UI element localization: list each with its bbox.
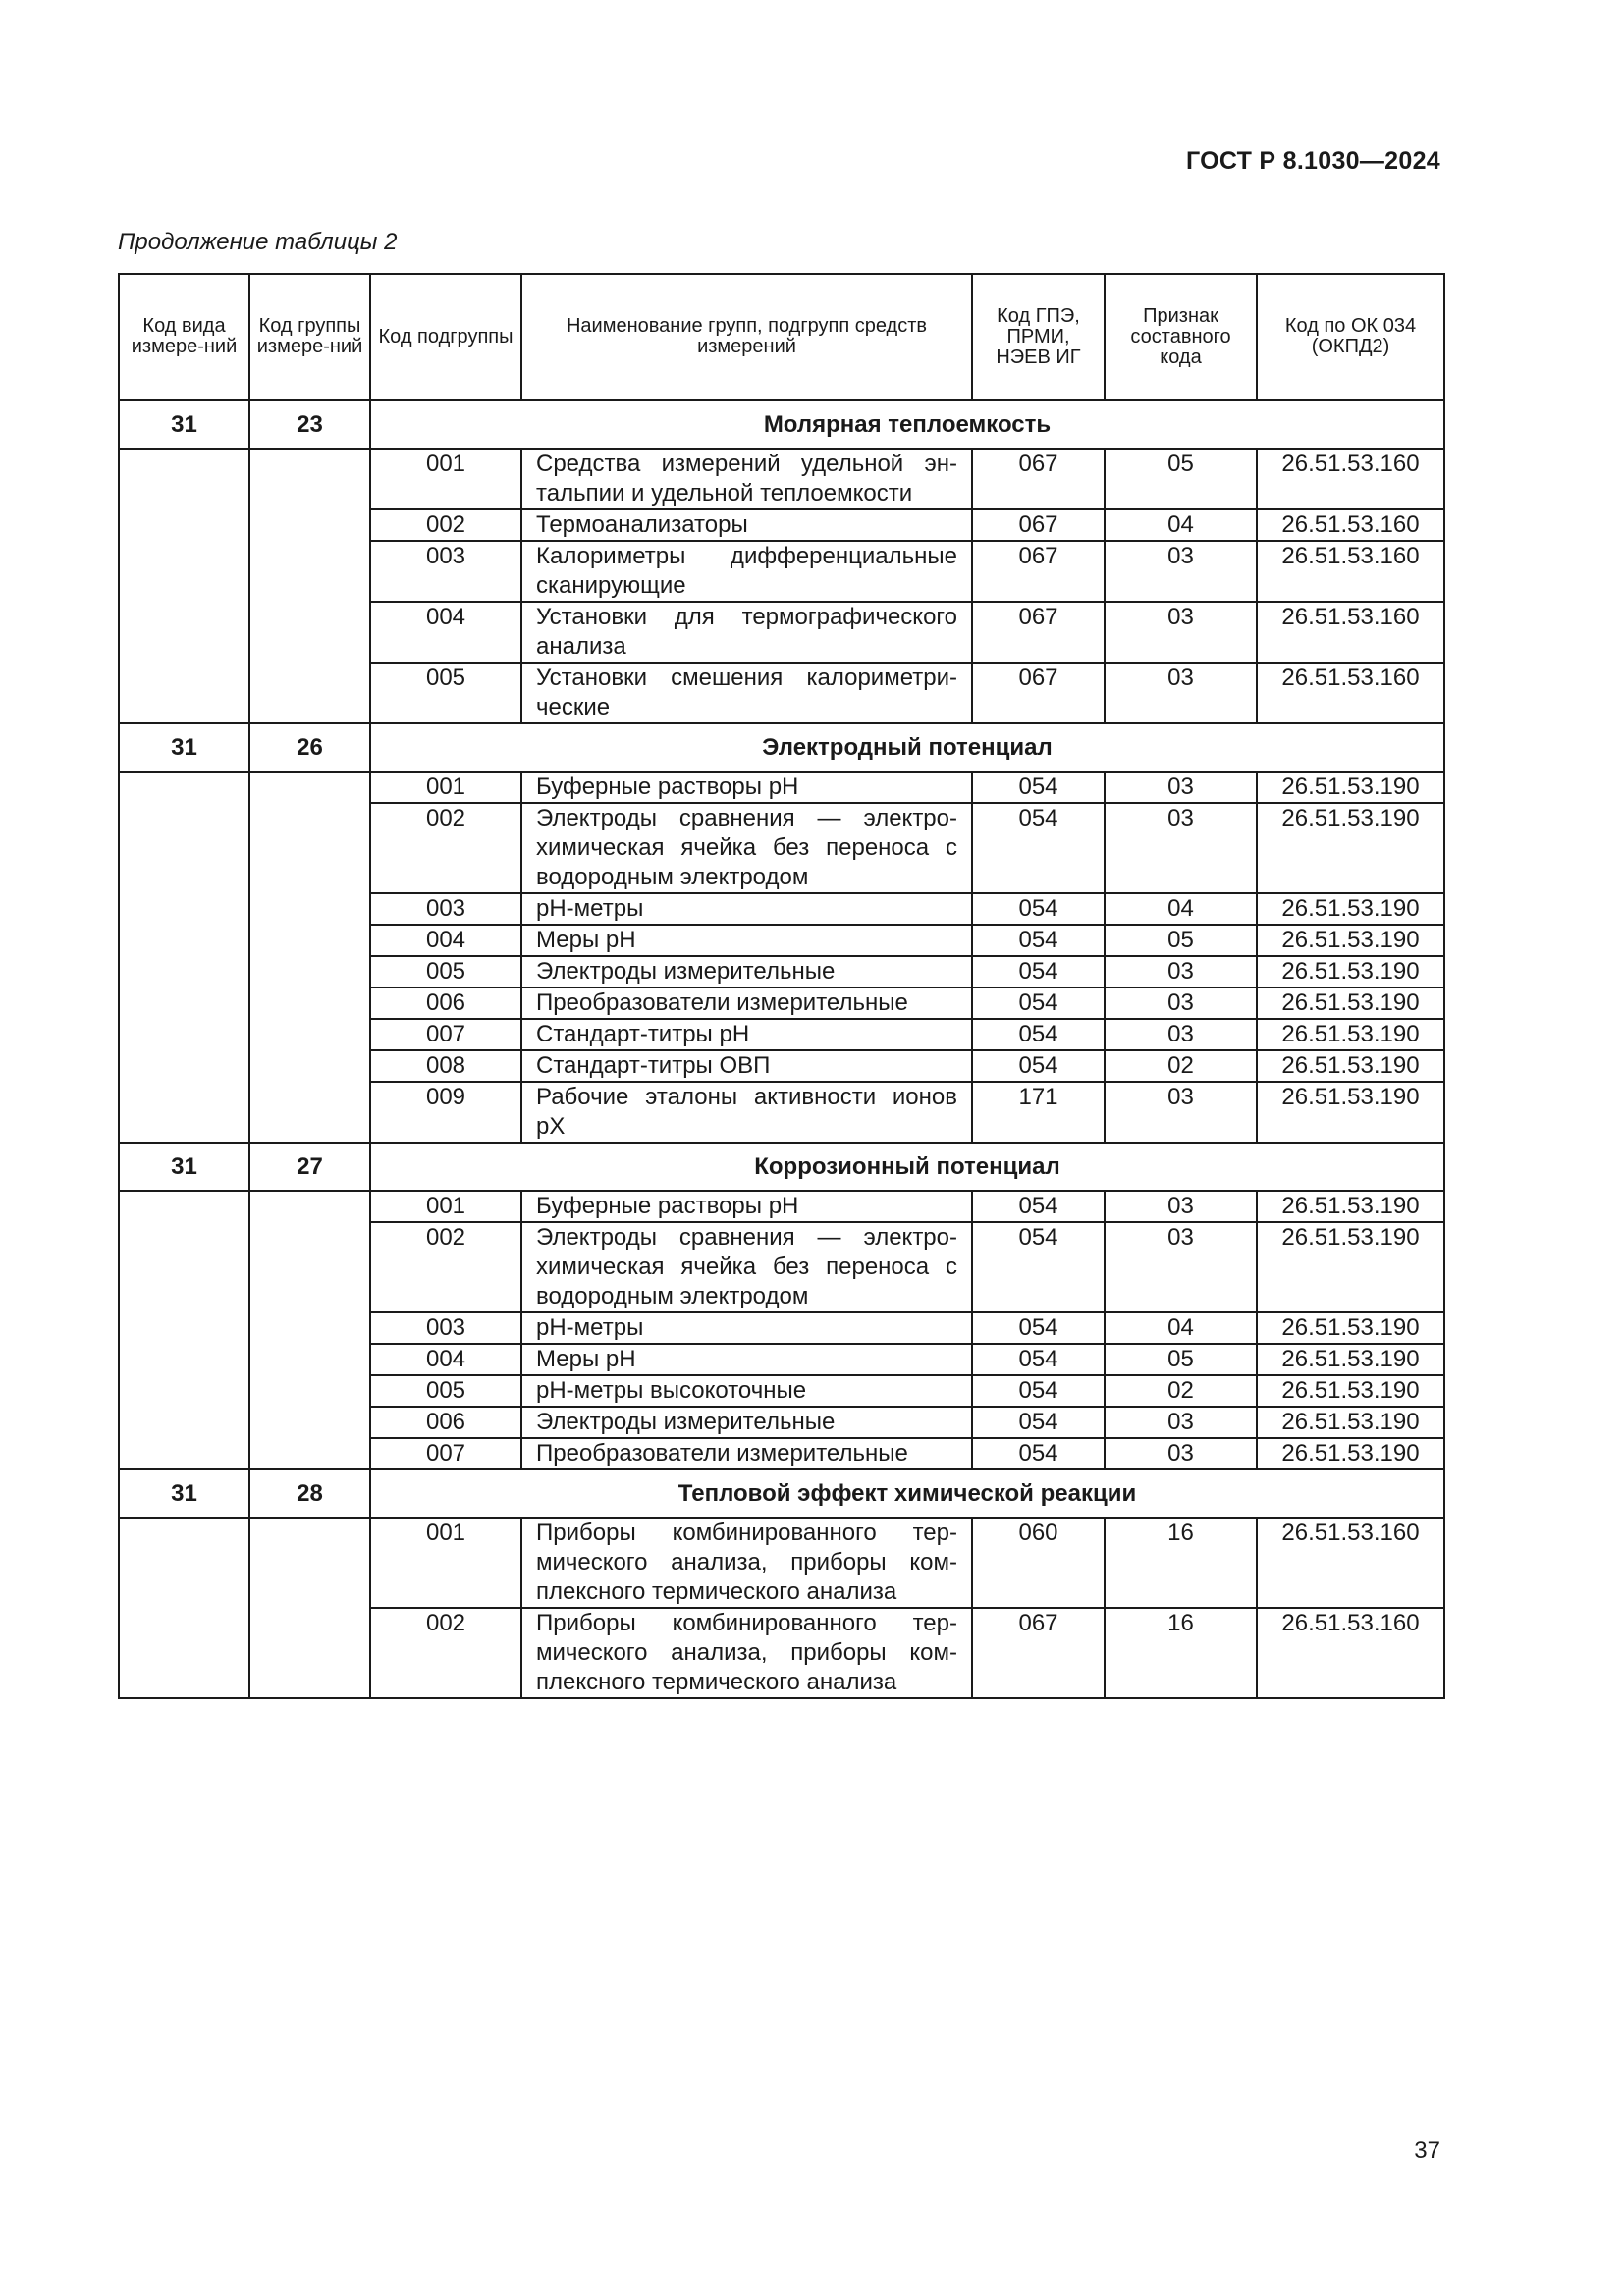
gpe-code-cell: 067 [972, 602, 1105, 663]
composite-sign-cell: 05 [1105, 449, 1257, 509]
table-row [119, 1191, 1444, 1222]
subgroup-name-cell: Меры pH [521, 1344, 972, 1375]
okpd2-code-cell: 26.51.53.190 [1257, 925, 1444, 956]
subgroup-code-cell: 002 [370, 803, 521, 893]
gpe-code-cell: 054 [972, 772, 1105, 803]
composite-sign-cell: 03 [1105, 1019, 1257, 1050]
subgroup-name-cell: Стандарт-титры ОВП [521, 1050, 972, 1082]
empty-group-cell [249, 1518, 370, 1698]
subgroup-name-cell: Электроды сравнения — электро-химическая ячейка без переноса с водородным электродом [521, 1222, 972, 1312]
header-subgroup-code: Код подгруппы [370, 274, 521, 400]
composite-sign-cell: 05 [1105, 925, 1257, 956]
empty-group-cell [249, 772, 370, 1143]
section-group-code: 23 [249, 400, 370, 450]
section-title: Коррозионный потенциал [370, 1143, 1444, 1191]
subgroup-code-cell: 005 [370, 1375, 521, 1407]
okpd2-code-cell: 26.51.53.190 [1257, 772, 1444, 803]
okpd2-code-cell: 26.51.53.190 [1257, 1082, 1444, 1143]
okpd2-code-cell: 26.51.53.160 [1257, 663, 1444, 723]
table-body [119, 400, 1444, 1699]
composite-sign-cell: 05 [1105, 1344, 1257, 1375]
empty-kind-cell [119, 772, 249, 1143]
subgroup-name-cell: Стандарт-титры pH [521, 1019, 972, 1050]
subgroup-code-cell: 007 [370, 1019, 521, 1050]
composite-sign-cell: 04 [1105, 893, 1257, 925]
gpe-code-cell: 060 [972, 1518, 1105, 1608]
subgroup-name-cell: Рабочие эталоны активности ионов pX [521, 1082, 972, 1143]
subgroup-name-cell: pH-метры высокоточные [521, 1375, 972, 1407]
composite-sign-cell: 03 [1105, 956, 1257, 988]
gpe-code-cell: 171 [972, 1082, 1105, 1143]
subgroup-code-cell: 008 [370, 1050, 521, 1082]
header-okpd2-code: Код по ОК 034 (ОКПД2) [1257, 274, 1444, 400]
composite-sign-cell: 03 [1105, 1407, 1257, 1438]
empty-group-cell [249, 449, 370, 723]
header-measurement-group-code: Код группы измере-ний [249, 274, 370, 400]
section-kind-code: 31 [119, 400, 249, 450]
subgroup-name-cell: Электроды измерительные [521, 956, 972, 988]
gpe-code-cell: 067 [972, 509, 1105, 541]
subgroup-code-cell: 002 [370, 509, 521, 541]
subgroup-code-cell: 006 [370, 988, 521, 1019]
subgroup-name-cell: Преобразователи измерительные [521, 988, 972, 1019]
gpe-code-cell: 054 [972, 1312, 1105, 1344]
section-header-row [119, 1469, 1444, 1518]
subgroup-name-cell: Приборы комбинированного тер-мического анализа, приборы ком-плексного термического анализа [521, 1608, 972, 1698]
section-group-code: 26 [249, 723, 370, 772]
okpd2-code-cell: 26.51.53.190 [1257, 1438, 1444, 1469]
subgroup-name-cell: pH-метры [521, 1312, 972, 1344]
composite-sign-cell: 04 [1105, 509, 1257, 541]
subgroup-name-cell: Буферные растворы pH [521, 772, 972, 803]
gpe-code-cell: 054 [972, 1191, 1105, 1222]
gpe-code-cell: 054 [972, 1050, 1105, 1082]
table-row [119, 449, 1444, 509]
subgroup-code-cell: 001 [370, 449, 521, 509]
subgroup-code-cell: 001 [370, 772, 521, 803]
okpd2-code-cell: 26.51.53.190 [1257, 1312, 1444, 1344]
okpd2-code-cell: 26.51.53.190 [1257, 1050, 1444, 1082]
okpd2-code-cell: 26.51.53.190 [1257, 988, 1444, 1019]
okpd2-code-cell: 26.51.53.160 [1257, 602, 1444, 663]
okpd2-code-cell: 26.51.53.160 [1257, 449, 1444, 509]
header-measurement-kind-code: Код вида измере-ний [119, 274, 249, 400]
section-header-row [119, 1143, 1444, 1191]
header-composite-sign: Признак составного кода [1105, 274, 1257, 400]
composite-sign-cell: 03 [1105, 1191, 1257, 1222]
section-title: Электродный потенциал [370, 723, 1444, 772]
composite-sign-cell: 03 [1105, 772, 1257, 803]
header-gpe-code: Код ГПЭ, ПРМИ, НЭЕВ ИГ [972, 274, 1105, 400]
okpd2-code-cell: 26.51.53.160 [1257, 1518, 1444, 1608]
gpe-code-cell: 067 [972, 541, 1105, 602]
composite-sign-cell: 03 [1105, 1082, 1257, 1143]
empty-kind-cell [119, 1518, 249, 1698]
subgroup-name-cell: Термоанализаторы [521, 509, 972, 541]
subgroup-name-cell: Преобразователи измерительные [521, 1438, 972, 1469]
section-kind-code: 31 [119, 1143, 249, 1191]
gpe-code-cell: 054 [972, 1019, 1105, 1050]
subgroup-name-cell: pH-метры [521, 893, 972, 925]
gpe-code-cell: 067 [972, 449, 1105, 509]
document-code: ГОСТ Р 8.1030—2024 [1185, 147, 1440, 175]
subgroup-code-cell: 003 [370, 893, 521, 925]
gpe-code-cell: 054 [972, 1344, 1105, 1375]
subgroup-code-cell: 004 [370, 602, 521, 663]
okpd2-code-cell: 26.51.53.190 [1257, 893, 1444, 925]
subgroup-name-cell: Приборы комбинированного тер-мического анализа, приборы ком-плексного термического анализа [521, 1518, 972, 1608]
subgroup-name-cell: Электроды сравнения — электро-химическая ячейка без переноса с водородным электродом [521, 803, 972, 893]
subgroup-code-cell: 002 [370, 1222, 521, 1312]
subgroup-code-cell: 002 [370, 1608, 521, 1698]
subgroup-code-cell: 005 [370, 663, 521, 723]
empty-kind-cell [119, 1191, 249, 1469]
subgroup-code-cell: 001 [370, 1518, 521, 1608]
composite-sign-cell: 04 [1105, 1312, 1257, 1344]
section-title: Тепловой эффект химической реакции [370, 1469, 1444, 1518]
section-group-code: 28 [249, 1469, 370, 1518]
gpe-code-cell: 054 [972, 803, 1105, 893]
table-row [119, 1518, 1444, 1608]
composite-sign-cell: 03 [1105, 1438, 1257, 1469]
gpe-code-cell: 054 [972, 1375, 1105, 1407]
composite-sign-cell: 16 [1105, 1608, 1257, 1698]
subgroup-code-cell: 006 [370, 1407, 521, 1438]
measurement-groups-table [118, 273, 1445, 1699]
subgroup-name-cell: Установки для термографического анализа [521, 602, 972, 663]
gpe-code-cell: 054 [972, 893, 1105, 925]
subgroup-code-cell: 009 [370, 1082, 521, 1143]
okpd2-code-cell: 26.51.53.190 [1257, 803, 1444, 893]
empty-group-cell [249, 1191, 370, 1469]
table-row [119, 772, 1444, 803]
section-header-row [119, 400, 1444, 450]
composite-sign-cell: 02 [1105, 1375, 1257, 1407]
subgroup-name-cell: Меры pH [521, 925, 972, 956]
okpd2-code-cell: 26.51.53.190 [1257, 1222, 1444, 1312]
section-header-row [119, 723, 1444, 772]
composite-sign-cell: 03 [1105, 602, 1257, 663]
gpe-code-cell: 054 [972, 988, 1105, 1019]
gpe-code-cell: 054 [972, 925, 1105, 956]
subgroup-code-cell: 004 [370, 1344, 521, 1375]
okpd2-code-cell: 26.51.53.160 [1257, 1608, 1444, 1698]
okpd2-code-cell: 26.51.53.190 [1257, 1191, 1444, 1222]
okpd2-code-cell: 26.51.53.190 [1257, 1344, 1444, 1375]
composite-sign-cell: 03 [1105, 663, 1257, 723]
section-kind-code: 31 [119, 1469, 249, 1518]
subgroup-code-cell: 007 [370, 1438, 521, 1469]
gpe-code-cell: 067 [972, 663, 1105, 723]
composite-sign-cell: 02 [1105, 1050, 1257, 1082]
gpe-code-cell: 054 [972, 1407, 1105, 1438]
subgroup-code-cell: 003 [370, 1312, 521, 1344]
table-caption: Продолжение таблицы 2 [118, 229, 398, 255]
subgroup-name-cell: Средства измерений удельной эн-тальпии и удельной теплоемкости [521, 449, 972, 509]
composite-sign-cell: 03 [1105, 803, 1257, 893]
section-title: Молярная теплоемкость [370, 400, 1444, 450]
okpd2-code-cell: 26.51.53.160 [1257, 541, 1444, 602]
okpd2-code-cell: 26.51.53.190 [1257, 956, 1444, 988]
okpd2-code-cell: 26.51.53.190 [1257, 1407, 1444, 1438]
subgroup-name-cell: Установки смешения калориметри-ческие [521, 663, 972, 723]
composite-sign-cell: 03 [1105, 1222, 1257, 1312]
composite-sign-cell: 03 [1105, 541, 1257, 602]
gpe-code-cell: 054 [972, 956, 1105, 988]
subgroup-name-cell: Калориметры дифференциальные сканирующие [521, 541, 972, 602]
subgroup-code-cell: 005 [370, 956, 521, 988]
section-group-code: 27 [249, 1143, 370, 1191]
subgroup-code-cell: 001 [370, 1191, 521, 1222]
table-header-row [119, 274, 1444, 400]
section-kind-code: 31 [119, 723, 249, 772]
header-group-name: Наименование групп, подгрупп средств измерений [521, 274, 972, 400]
page-number: 37 [1414, 2137, 1440, 2163]
okpd2-code-cell: 26.51.53.160 [1257, 509, 1444, 541]
gpe-code-cell: 067 [972, 1608, 1105, 1698]
empty-kind-cell [119, 449, 249, 723]
gpe-code-cell: 054 [972, 1438, 1105, 1469]
composite-sign-cell: 16 [1105, 1518, 1257, 1608]
subgroup-code-cell: 003 [370, 541, 521, 602]
subgroup-name-cell: Буферные растворы pH [521, 1191, 972, 1222]
subgroup-code-cell: 004 [370, 925, 521, 956]
gpe-code-cell: 054 [972, 1222, 1105, 1312]
okpd2-code-cell: 26.51.53.190 [1257, 1375, 1444, 1407]
okpd2-code-cell: 26.51.53.190 [1257, 1019, 1444, 1050]
subgroup-name-cell: Электроды измерительные [521, 1407, 972, 1438]
composite-sign-cell: 03 [1105, 988, 1257, 1019]
